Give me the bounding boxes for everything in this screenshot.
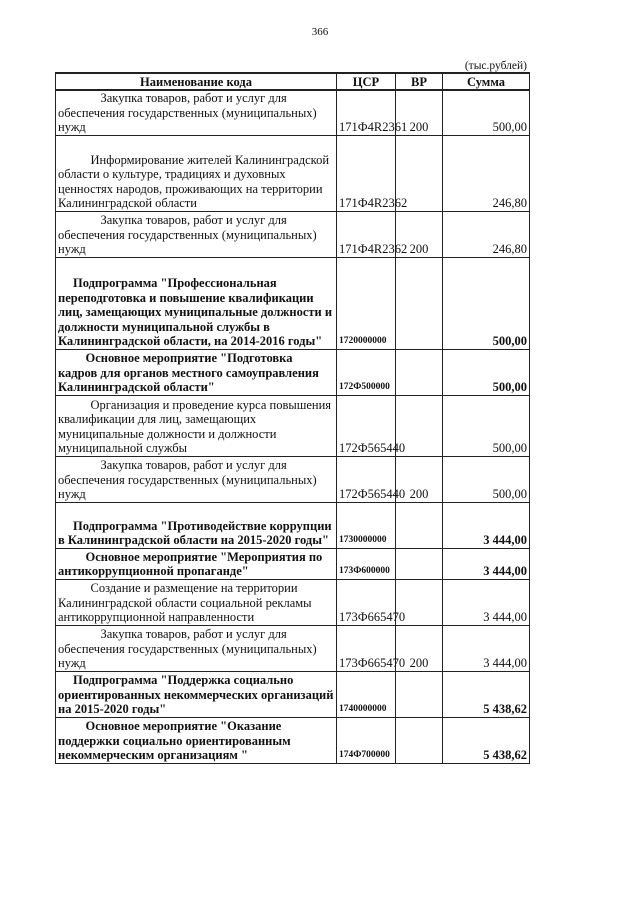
row-name: Подпрограмма "Противодействие коррупции в Калининградской области на 2015-2020 годы" <box>56 502 337 548</box>
row-vr: 200 <box>396 211 443 257</box>
row-code: 172Ф500000 <box>337 349 396 395</box>
row-code: 172Ф565440 <box>337 395 396 456</box>
row-vr <box>396 502 443 548</box>
row-sum: 3 444,00 <box>443 502 530 548</box>
row-name: Основное мероприятие "Подготовка кадров для органов местного самоуправления Калининградской области" <box>56 349 337 395</box>
row-vr <box>396 671 443 717</box>
table-row <box>56 257 530 349</box>
row-name: Подпрограмма "Профессиональная переподготовка и повышение квалификации лиц, замещающих муниципальные должности и должности муниципальной службы в Калининградской области, на 2014-2016 годы" <box>56 257 337 349</box>
row-name: Закупка товаров, работ и услуг для обеспечения государственных (муниципальных) нужд <box>56 211 337 257</box>
row-name: Организация и проведение курса повышения квалификации для лиц, замещающих муниципальные должности и должности муниципальной службы <box>56 395 337 456</box>
table-row <box>56 211 530 257</box>
row-code: 1720000000 <box>337 257 396 349</box>
units-label: (тыс.рублей) <box>464 60 527 72</box>
header-csr: ЦСР <box>337 73 396 90</box>
table-row <box>56 90 530 135</box>
row-name: Основное мероприятие "Оказание поддержки социально ориентированным некоммерческим организациям " <box>56 717 337 763</box>
row-name: Основное мероприятие "Мероприятия по антикоррупционной пропаганде" <box>56 548 337 579</box>
table-header-row <box>56 73 530 90</box>
row-sum: 500,00 <box>443 349 530 395</box>
row-sum: 3 444,00 <box>443 579 530 625</box>
row-code: 174Ф700000 <box>337 717 396 763</box>
table-row <box>56 502 530 548</box>
row-vr <box>396 349 443 395</box>
row-vr: 200 <box>396 456 443 502</box>
header-vr: ВР <box>396 73 443 90</box>
header-name: Наименование кода <box>56 73 337 90</box>
table-row <box>56 349 530 395</box>
row-code: 173Ф665470 <box>337 579 396 625</box>
row-vr: 200 <box>396 90 443 135</box>
row-sum: 246,80 <box>443 211 530 257</box>
budget-table <box>55 72 530 764</box>
row-sum: 5 438,62 <box>443 717 530 763</box>
table-row <box>56 579 530 625</box>
row-sum: 3 444,00 <box>443 548 530 579</box>
row-vr <box>396 548 443 579</box>
row-sum: 500,00 <box>443 257 530 349</box>
row-name: Создание и размещение на территории Калининградской области социальной рекламы антикоррупционной направленности <box>56 579 337 625</box>
row-code: 1740000000 <box>337 671 396 717</box>
row-name: Закупка товаров, работ и услуг для обеспечения государственных (муниципальных) нужд <box>56 90 337 135</box>
table-row <box>56 671 530 717</box>
row-sum: 500,00 <box>443 395 530 456</box>
row-sum: 500,00 <box>443 456 530 502</box>
row-sum: 500,00 <box>443 90 530 135</box>
row-name: Информирование жителей Калининградской области о культуре, традициях и духовных ценностях народов, проживающих на территории Калининградской области <box>56 135 337 211</box>
row-name: Подпрограмма "Поддержка социально ориентированных некоммерческих организаций на 2015-2020 годы" <box>56 671 337 717</box>
row-code: 173Ф665470 <box>337 625 396 671</box>
row-code: 172Ф565440 <box>337 456 396 502</box>
table-row <box>56 717 530 763</box>
row-sum: 246,80 <box>443 135 530 211</box>
row-code: 171Ф4R2361 <box>337 90 396 135</box>
row-name: Закупка товаров, работ и услуг для обеспечения государственных (муниципальных) нужд <box>56 456 337 502</box>
row-sum: 5 438,62 <box>443 671 530 717</box>
row-code: 171Ф4R2362 <box>337 211 396 257</box>
table-row <box>56 456 530 502</box>
row-vr <box>396 257 443 349</box>
row-code: 171Ф4R2362 <box>337 135 396 211</box>
table-row <box>56 625 530 671</box>
table-row <box>56 135 530 211</box>
row-code: 1730000000 <box>337 502 396 548</box>
row-vr: 200 <box>396 625 443 671</box>
table-row <box>56 395 530 456</box>
table-row <box>56 548 530 579</box>
page-number: 366 <box>311 26 329 38</box>
row-sum: 3 444,00 <box>443 625 530 671</box>
row-code: 173Ф600000 <box>337 548 396 579</box>
header-sum: Сумма <box>443 73 530 90</box>
row-vr <box>396 717 443 763</box>
row-name: Закупка товаров, работ и услуг для обеспечения государственных (муниципальных) нужд <box>56 625 337 671</box>
